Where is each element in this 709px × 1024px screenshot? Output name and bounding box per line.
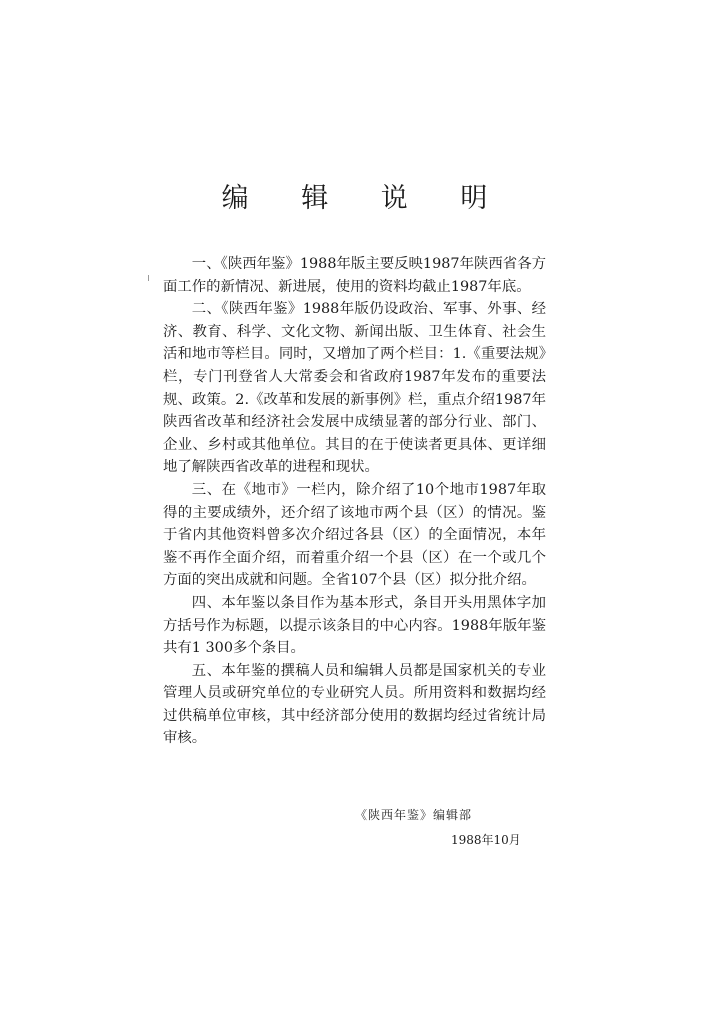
page-title: 编 辑 说 明: [221, 183, 510, 214]
paragraph-3: 三、在《地市》一栏内，除介绍了10个地市1987年取得的主要成绩外，还介绍了该地市两个县（区）的情况。鉴于省内其他资料曾多次介绍过各县（区）的全面情况，本年鉴不再作全面介绍，而着重介绍一个县（区）在一个或几个方面的突出成就和问题。全省107个县（区）拟分批介绍。: [163, 481, 546, 589]
paragraph-1: 一、《陕西年鉴》1988年版主要反映1987年陕西省各方面工作的新情况、新进展，使用的资料均截止1987年底。: [163, 256, 546, 295]
paragraph-5: 五、本年鉴的撰稿人员和编辑人员都是国家机关的专业管理人员或研究单位的专业研究人员。所用资料和数据均经过供稿单位审核，其中经济部分使用的数据均经过省统计局审核。: [163, 662, 546, 747]
body-text: [163, 253, 546, 750]
paragraph-2: 二、《陕西年鉴》1988年版仍设政治、军事、外事、经济、教育、科学、文化文物、新闻出版、卫生体育、社会生活和地市等栏目。同时，又增加了两个栏目：1.《重要法规》栏，专门刊登省人大常委会和省政府1987年发布的重要法规、政策。2.《改革和发展的新事例》栏，重点介绍1987年陕西省改革和经济社会发展中成绩显著的部分行业、部门、企业、乡村或其他单位。其目的在于使读者更具体、更详细地了解陕西省改革的进程和现状。: [163, 301, 546, 476]
publication-date: 1988年10月: [451, 833, 521, 847]
paragraph-4: 四、本年鉴以条目作为基本形式，条目开头用黑体字加方括号作为标题，以提示该条目的中心内容。1988年版年鉴共有1 300多个条目。: [163, 594, 546, 657]
editorial-signature: 《陕西年鉴》编辑部: [355, 808, 473, 822]
scan-edge-mark: [148, 275, 149, 281]
